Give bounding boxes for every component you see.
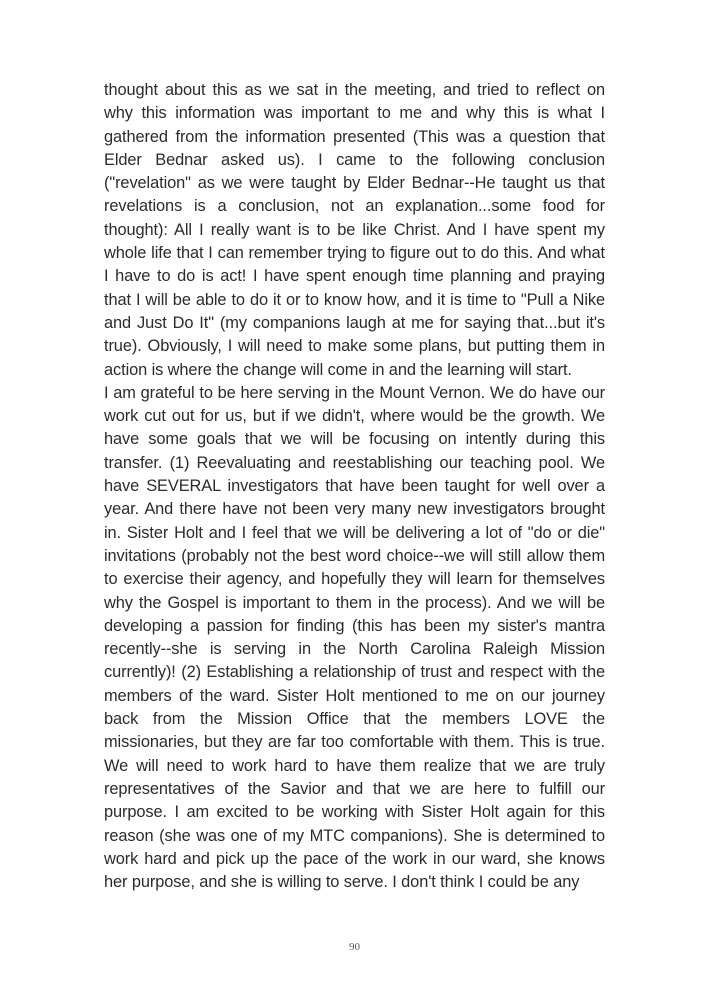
body-text: [104, 79, 605, 894]
paragraph-1: thought about this as we sat in the meeting, and tried to reflect on why this information was important to me and why this is what I gathered from the information presented (This was a question that Elder Bednar asked us). I came to the following conclusion ("revelation" as we were taught by Elder Bednar--He taught us that revelations is a conclusion, not an explanation...some food for thought): All I really want is to be like Christ. And I have spent my whole life that I can remember trying to figure out to do this. And what I have to do is act! I have spent enough time planning and praying that I will be able to do it or to know how, and it is time to "Pull a Nike and Just Do It" (my companions laugh at me for saying that...but it's true). Obviously, I will need to make some plans, but putting them in action is where the change will come in and the learning will start.: [104, 81, 605, 379]
paragraph-2: I am grateful to be here serving in the Mount Vernon. We do have our work cut out for us, but if we didn't, where would be the growth. We have some goals that we will be focusing on intently during this transfer. (1) Reevaluating and reestablishing our teaching pool. We have SEVERAL investigators that have been taught for well over a year. And there have not been very many new investigators brought in. Sister Holt and I feel that we will be delivering a lot of "do or die" invitations (probably not the best word choice--we will still allow them to exercise their agency, and hopefully they will learn for themselves why the Gospel is important to them in the process). And we will be developing a passion for finding (this has been my sister's mantra recently--she is serving in the North Carolina Raleigh Mission currently)! (2) Establishing a relationship of trust and respect with the members of the ward. Sister Holt mentioned to me on our journey back from the Mission Office that the members LOVE the missionaries, but they are far too comfortable with them. This is true. We will need to work hard to have them realize that we are truly representatives of the Savior and that we are here to fulfill our purpose. I am excited to be working with Sister Holt again for this reason (she was one of my MTC companions). She is determined to work hard and pick up the pace of the work in our ward, she knows her purpose, and she is willing to serve. I don't think I could be any: [104, 383, 605, 892]
page-number: 90: [349, 941, 360, 953]
